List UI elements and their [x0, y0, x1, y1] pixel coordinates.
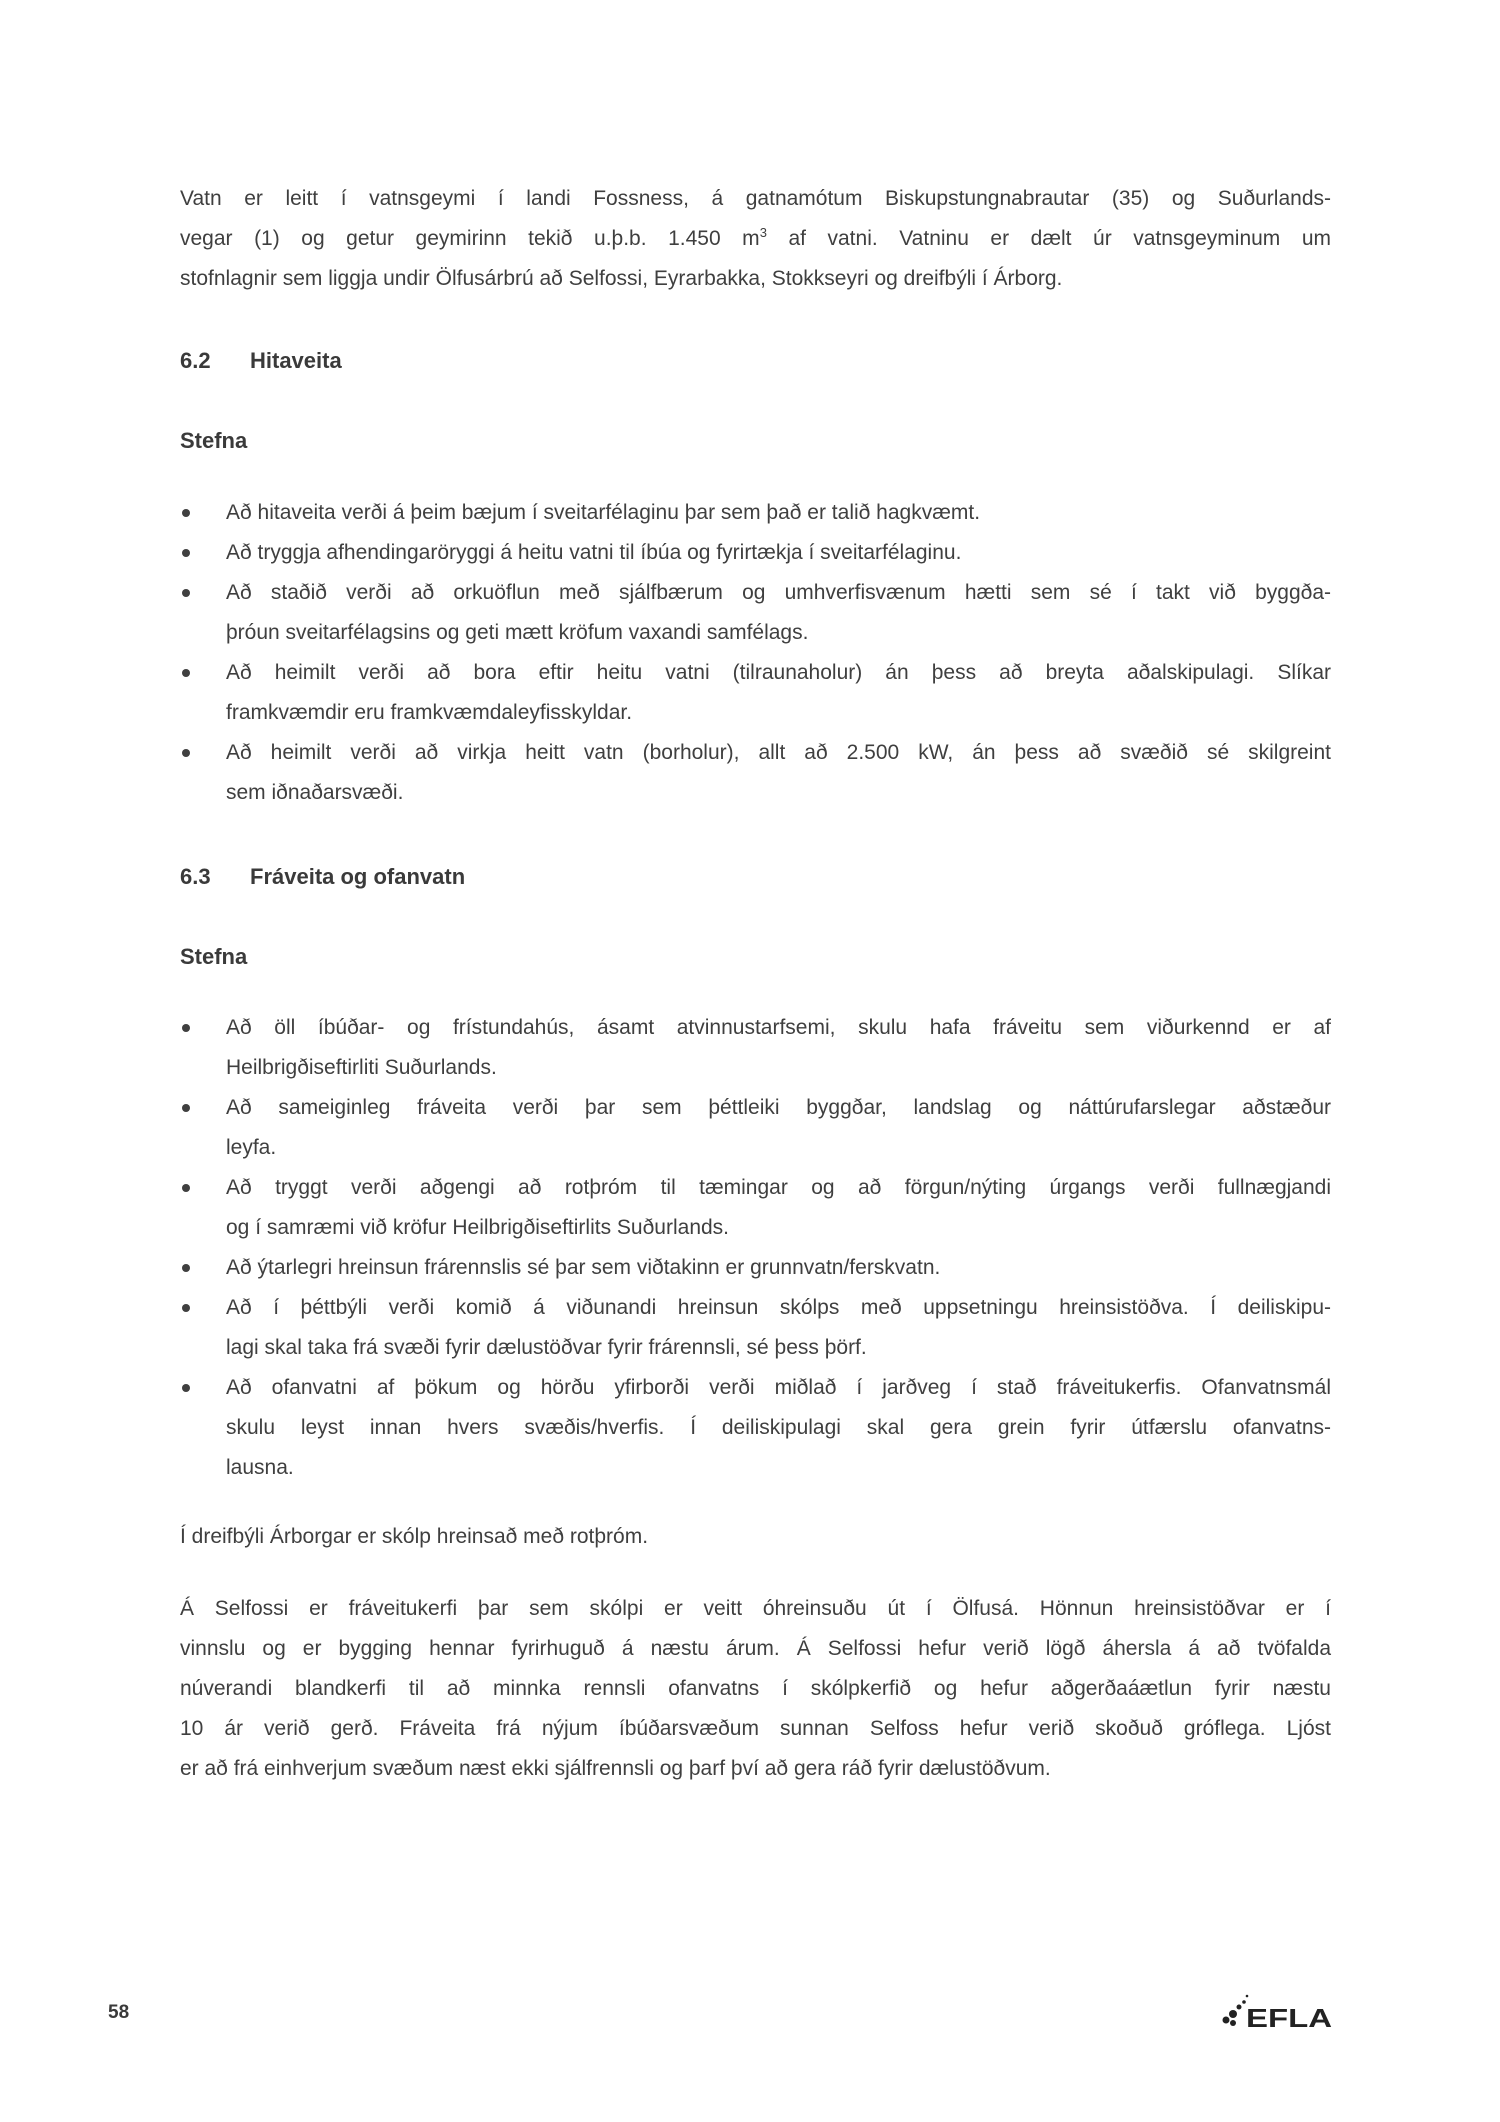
text-line: Að heimilt verði að virkja heitt vatn (borholur), allt að 2.500 kW, án þess að svæðið sé skilgreint: [226, 741, 1331, 764]
bullet-item: [180, 1368, 1331, 1488]
text-line: Að tryggja afhendingaröryggi á heitu vatni til íbúa og fyrirtækja í sveitarfélaginu.: [226, 541, 962, 564]
paragraph-dreifbyli: [180, 1517, 1331, 1557]
bullet-item: [180, 1168, 1331, 1248]
section-heading-6-2: [180, 341, 342, 381]
section-title: Fráveita og ofanvatn: [250, 864, 466, 889]
text-line: Að í þéttbýli verði komið á viðunandi hreinsun skólps með uppsetningu hreinsistöðva. Í deiliskipu-: [226, 1296, 1331, 1319]
text-line: Að ýtarlegri hreinsun frárennslis sé þar sem viðtakinn er grunnvatn/ferskvatn.: [226, 1256, 941, 1279]
bullet-icon: [182, 509, 190, 517]
bullet-list-hitaveita: [180, 493, 1331, 813]
bullet-item: [180, 653, 1331, 733]
text-line: er að frá einhverjum svæðum næst ekki sjálfrennsli og þarf því að gera ráð fyrir dælustöðvum.: [180, 1757, 1051, 1780]
section-title: Hitaveita: [250, 348, 342, 373]
subheading-stefna: Stefna: [180, 428, 248, 453]
bullet-icon: [182, 589, 190, 597]
text-line: 10 ár verið gerð. Fráveita frá nýjum íbúðarsvæðum sunnan Selfoss hefur verið skoðuð gróflega. Ljóst: [180, 1717, 1331, 1740]
text-line: núverandi blandkerfi til að minnka rennsli ofanvatns í skólpkerfið og hefur aðgerðaáætlun fyrir næstu: [180, 1677, 1331, 1700]
superscript: 3: [759, 225, 767, 240]
text-line: Að hitaveita verði á þeim bæjum í sveitarfélaginu þar sem það er talið hagkvæmt.: [226, 501, 981, 524]
paragraph-selfoss: [180, 1589, 1331, 1789]
text-line: Að heimilt verði að bora eftir heitu vatni (tilraunaholur) án þess að breyta aðalskipulagi. Slíkar: [226, 661, 1331, 684]
bullet-icon: [182, 549, 190, 557]
text-line: leyfa.: [226, 1136, 277, 1159]
text-line: Að öll íbúðar- og frístundahús, ásamt atvinnustarfsemi, skulu hafa fráveitu sem viðurkennd er af: [226, 1016, 1331, 1039]
bullet-item: [180, 733, 1331, 813]
text-line: Í dreifbýli Árborgar er skólp hreinsað með rotþróm.: [180, 1525, 649, 1548]
paragraph: [180, 1517, 1331, 1557]
text-line: Að staðið verði að orkuöflun með sjálfbærum og umhverfisvænum hætti sem sé í takt við byggða-: [226, 581, 1331, 604]
bullet-item: [180, 533, 1331, 573]
text-line: Heilbrigðiseftirliti Suðurlands.: [226, 1056, 497, 1079]
text-line: lagi skal taka frá svæði fyrir dælustöðvar fyrir frárennsli, sé þess þörf.: [226, 1336, 867, 1359]
text-line: skulu leyst innan hvers svæðis/hverfis. Í deiliskipulagi skal gera grein fyrir útfærslu ofanvatns-: [226, 1416, 1331, 1439]
bullet-item: [180, 1248, 1331, 1288]
bullet-icon: [182, 1104, 190, 1112]
text-line: Að ofanvatni af þökum og hörðu yfirborði verði miðlað í jarðveg í stað fráveitukerfis. Ofanvatnsmál: [226, 1376, 1331, 1399]
text-line: lausna.: [226, 1456, 294, 1479]
bullet-item: [180, 1008, 1331, 1088]
text-span: vegar (1) og getur geymirinn tekið u.þ.b. 1.450 m: [180, 227, 760, 250]
section-number: 6.2: [180, 348, 211, 373]
text-span: af vatni. Vatninu er dælt úr vatnsgeyminum um: [766, 227, 1332, 250]
bullet-icon: [182, 1384, 190, 1392]
bullet-icon: [182, 669, 190, 677]
bullet-icon: [182, 749, 190, 757]
svg-text:EFLA: EFLA: [1246, 2003, 1333, 2030]
paragraph: [180, 1589, 1331, 1789]
bullet-icon: [182, 1184, 190, 1192]
text-line: sem iðnaðarsvæði.: [226, 781, 404, 804]
text-line: Á Selfossi er fráveitukerfi þar sem skólpi er veitt óhreinsuðu út í Ölfusá. Hönnun hreinsistöðvar er í: [180, 1597, 1331, 1620]
section-number: 6.3: [180, 864, 211, 889]
bullet-list-fraveita: [180, 1008, 1331, 1488]
text-line: þróun sveitarfélagsins og geti mætt kröfum vaxandi samfélags.: [226, 621, 809, 644]
text-line: Vatn er leitt í vatnsgeymi í landi Fossness, á gatnamótum Biskupstungnabrautar (35) og Suðurlands-: [180, 187, 1331, 210]
bullet-icon: [182, 1024, 190, 1032]
text-line: Að tryggt verði aðgengi að rotþróm til tæmingar og að förgun/nýting úrgangs verði fullnægjandi: [226, 1176, 1331, 1199]
bullet-item: [180, 1088, 1331, 1168]
bullet-item: [180, 493, 1331, 533]
efla-logo: [1222, 1990, 1334, 2030]
subheading-stefna: Stefna: [180, 944, 248, 969]
bullet-icon: [182, 1304, 190, 1312]
text-line: stofnlagnir sem liggja undir Ölfusárbrú að Selfossi, Eyrarbakka, Stokkseyri og dreifbýli í Árborg.: [180, 267, 1063, 290]
bullet-item: [180, 1288, 1331, 1368]
bullet-icon: [182, 1264, 190, 1272]
text-line: vinnslu og er bygging hennar fyrirhuguð á næstu árum. Á Selfossi hefur verið lögð áhersla á að tvöfalda: [180, 1637, 1331, 1660]
text-line: [180, 219, 1331, 259]
bullet-item: [180, 573, 1331, 653]
section-heading-6-3: [180, 857, 465, 897]
text-line: framkvæmdir eru framkvæmdaleyfisskyldar.: [226, 701, 633, 724]
text-line: og í samræmi við kröfur Heilbrigðiseftirlits Suðurlands.: [226, 1216, 730, 1239]
text-line: Að sameiginleg fráveita verði þar sem þéttleiki byggðar, landslag og náttúrufarslegar aðstæður: [226, 1096, 1331, 1119]
page-number: 58: [108, 2002, 130, 2023]
intro-paragraph: [180, 179, 1331, 299]
